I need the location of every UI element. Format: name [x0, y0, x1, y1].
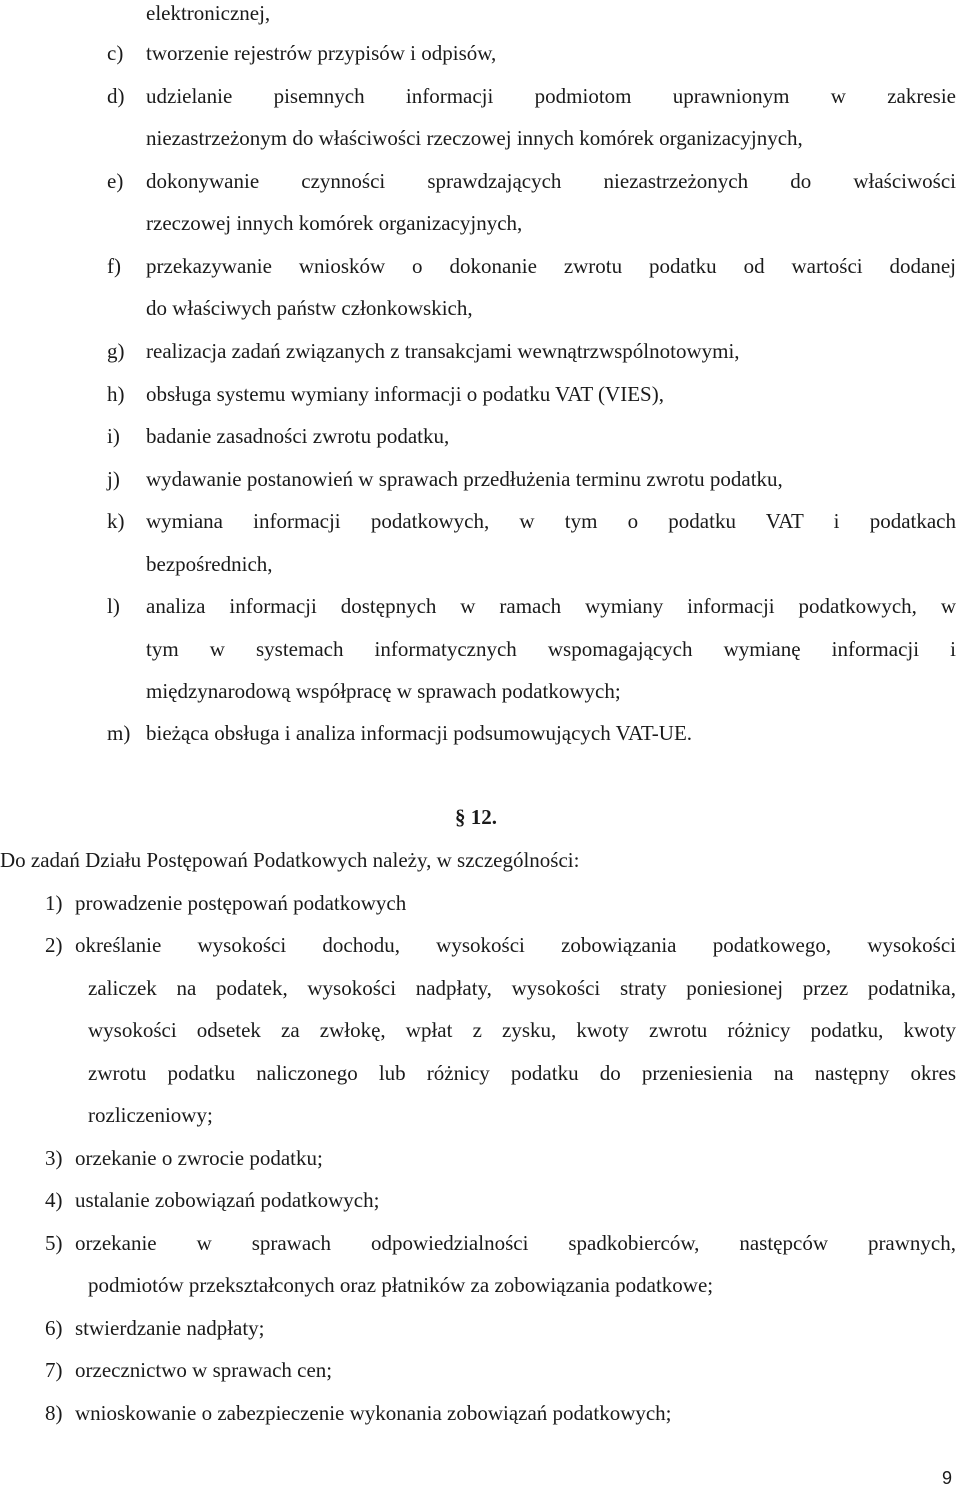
- list-item-label: 6): [45, 1316, 63, 1340]
- list-item-label: k): [107, 509, 125, 533]
- list-item-label: g): [107, 339, 125, 363]
- list-item-text: dokonywanie czynności sprawdzających niezastrzeżonych do właściwości: [146, 169, 956, 193]
- list-item-text: orzekanie w sprawach odpowiedzialności spadkobierców, następców prawnych,: [75, 1231, 956, 1255]
- list-item-text: rzeczowej innych komórek organizacyjnych,: [146, 211, 523, 235]
- list-item-text: udzielanie pisemnych informacji podmiotom uprawnionym w zakresie: [146, 84, 956, 108]
- list-item-text: wysokości odsetek za zwłokę, wpłat z zysku, kwoty zwrotu różnicy podatku, kwoty: [88, 1018, 956, 1042]
- list-item-text: określanie wysokości dochodu, wysokości zobowiązania podatkowego, wysokości: [75, 933, 956, 957]
- list-item-label: e): [107, 169, 124, 193]
- list-item-label: 1): [45, 891, 63, 915]
- list-item-text: tworzenie rejestrów przypisów i odpisów,: [146, 41, 497, 65]
- list-item-text: bezpośrednich,: [146, 552, 273, 576]
- list-item-text: stwierdzanie nadpłaty;: [75, 1316, 265, 1340]
- list-item-text: przekazywanie wniosków o dokonanie zwrotu podatku od wartości dodanej: [146, 254, 956, 278]
- list-item-text: badanie zasadności zwrotu podatku,: [146, 424, 450, 448]
- list-item-text: orzecznictwo w sprawach cen;: [75, 1358, 333, 1382]
- list-item-text: wydawanie postanowień w sprawach przedłużenia terminu zwrotu podatku,: [146, 467, 783, 491]
- list-item-text: bieżąca obsługa i analiza informacji podsumowujących VAT-UE.: [146, 721, 693, 745]
- list-item-text: do właściwych państw członkowskich,: [146, 296, 473, 320]
- list-item-text: orzekanie o zwrocie podatku;: [75, 1146, 323, 1170]
- section-heading: § 12.: [455, 805, 497, 829]
- list-item-text: zwrotu podatku naliczonego lub różnicy podatku do przeniesienia na następny okres: [88, 1061, 956, 1085]
- list-item-label: 4): [45, 1188, 63, 1212]
- intro-paragraph: Do zadań Działu Postępowań Podatkowych należy, w szczególności:: [0, 848, 580, 872]
- list-item-text: tym w systemach informatycznych wspomagających wymianę informacji i: [146, 637, 956, 661]
- list-item-label: m): [107, 721, 131, 745]
- list-item-text: prowadzenie postępowań podatkowych: [75, 891, 407, 915]
- list-item-label: j): [107, 467, 120, 491]
- list-item-label: 7): [45, 1358, 63, 1382]
- list-item-label: c): [107, 41, 124, 65]
- list-item-text: międzynarodową współpracę w sprawach podatkowych;: [146, 679, 621, 703]
- list-item-text: niezastrzeżonym do właściwości rzeczowej innych komórek organizacyjnych,: [146, 126, 803, 150]
- page-number: 9: [941, 1468, 952, 1488]
- list-item-label: 3): [45, 1146, 63, 1170]
- list-item-label: d): [107, 84, 125, 108]
- list-item-text: rozliczeniowy;: [88, 1103, 213, 1127]
- list-item-text: ustalanie zobowiązań podatkowych;: [75, 1188, 380, 1212]
- list-item-text: analiza informacji dostępnych w ramach wymiany informacji podatkowych, w: [146, 594, 956, 618]
- list-item-text: obsługa systemu wymiany informacji o podatku VAT (VIES),: [146, 382, 664, 406]
- list-item-label: f): [107, 254, 121, 278]
- list-item-text: podmiotów przekształconych oraz płatników za zobowiązania podatkowe;: [88, 1273, 714, 1297]
- list-item-continuation: elektronicznej,: [146, 1, 271, 25]
- list-item-label: l): [107, 594, 120, 618]
- list-item-text: zaliczek na podatek, wysokości nadpłaty, wysokości straty poniesionej przez podatnika,: [88, 976, 956, 1000]
- list-item-label: h): [107, 382, 125, 406]
- list-item-text: wnioskowanie o zabezpieczenie wykonania zobowiązań podatkowych;: [75, 1401, 672, 1425]
- list-item-label: 5): [45, 1231, 63, 1255]
- list-item-label: 2): [45, 933, 63, 957]
- list-item-text: wymiana informacji podatkowych, w tym o podatku VAT i podatkach: [146, 509, 956, 533]
- list-item-label: 8): [45, 1401, 63, 1425]
- list-item-text: realizacja zadań związanych z transakcjami wewnątrzwspólnotowymi,: [146, 339, 740, 363]
- list-item-label: i): [107, 424, 120, 448]
